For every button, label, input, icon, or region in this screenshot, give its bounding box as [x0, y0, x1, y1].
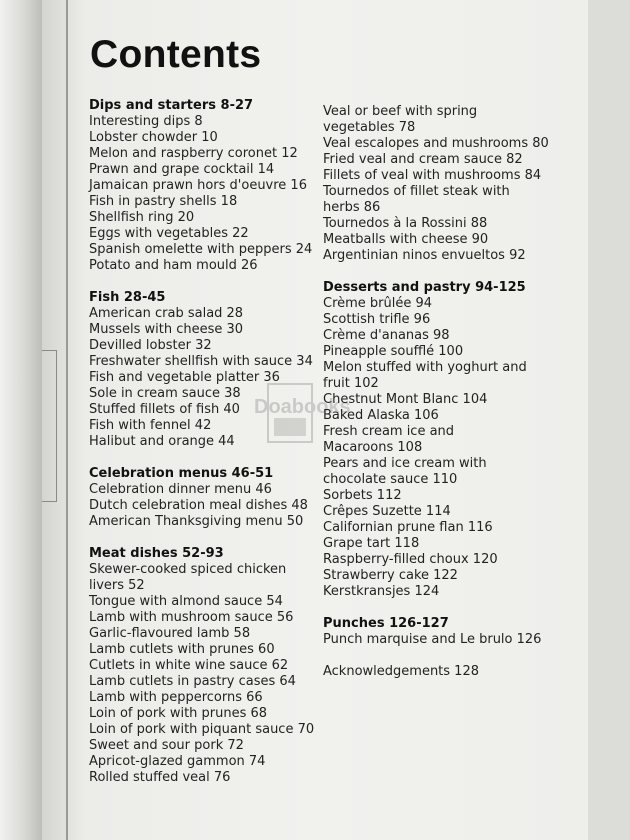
contents-entry: Melon stuffed with yoghurt and	[323, 360, 527, 375]
contents-entry: Devilled lobster 32	[89, 338, 212, 353]
left-column	[89, 98, 329, 786]
contents-section	[323, 104, 578, 264]
contents-entry: Tournedos of fillet steak with	[323, 184, 510, 199]
contents-section	[89, 546, 329, 786]
contents-entry: fruit 102	[323, 376, 379, 391]
section-heading: Fish 28-45	[89, 290, 166, 305]
contents-entry: vegetables 78	[323, 120, 416, 135]
contents-entry: Fillets of veal with mushrooms 84	[323, 168, 542, 183]
contents-entry: Grape tart 118	[323, 536, 420, 551]
watermark-text: Doabooks	[254, 396, 351, 418]
contents-entry: Scottish trifle 96	[323, 312, 431, 327]
contents-entry: Lamb with mushroom sauce 56	[89, 610, 294, 625]
contents-entry: Loin of pork with piquant sauce 70	[89, 722, 315, 737]
contents-entry: Pineapple soufflé 100	[323, 344, 464, 359]
section-gap	[89, 530, 329, 546]
contents-section	[89, 98, 329, 274]
section-heading: Celebration menus 46-51	[89, 466, 274, 481]
section-gap	[89, 450, 329, 466]
contents-entry: Veal or beef with spring	[323, 104, 478, 119]
section-gap	[323, 600, 578, 616]
page-title: Contents	[90, 33, 262, 76]
contents-entry: American crab salad 28	[89, 306, 244, 321]
contents-entry: Chestnut Mont Blanc 104	[323, 392, 488, 407]
contents-entry: Fresh cream ice and	[323, 424, 455, 439]
contents-entry: Jamaican prawn hors d'oeuvre 16	[89, 178, 307, 193]
contents-entry: Acknowledgements 128	[323, 664, 479, 679]
contents-entry: Baked Alaska 106	[323, 408, 439, 423]
contents-entry: Crêpes Suzette 114	[323, 504, 451, 519]
section-gap	[323, 648, 578, 664]
contents-entry: Prawn and grape cocktail 14	[89, 162, 275, 177]
contents-entry: Apricot-glazed gammon 74	[89, 754, 266, 769]
contents-entry: Punch marquise and Le brulo 126	[323, 632, 542, 647]
contents-section	[323, 280, 578, 600]
contents-section	[323, 616, 578, 648]
contents-entry: Lamb cutlets with prunes 60	[89, 642, 275, 657]
contents-entry: livers 52	[89, 578, 145, 593]
contents-section	[89, 466, 329, 530]
contents-entry: Crème d'ananas 98	[323, 328, 450, 343]
contents-entry: Spanish omelette with peppers 24	[89, 242, 313, 257]
contents-entry: Eggs with vegetables 22	[89, 226, 249, 241]
contents-entry: Raspberry-filled choux 120	[323, 552, 498, 567]
margin-frame	[42, 350, 57, 502]
contents-entry: Loin of pork with prunes 68	[89, 706, 268, 721]
contents-entry: Skewer-cooked spiced chicken	[89, 562, 287, 577]
contents-entry: Fried veal and cream sauce 82	[323, 152, 523, 167]
contents-entry: Veal escalopes and mushrooms 80	[323, 136, 549, 151]
contents-entry: Shellfish ring 20	[89, 210, 195, 225]
contents-entry: herbs 86	[323, 200, 381, 215]
contents-entry: Garlic-flavoured lamb 58	[89, 626, 251, 641]
contents-entry: Kerstkransjes 124	[323, 584, 440, 599]
right-column	[323, 104, 578, 680]
section-heading: Meat dishes 52-93	[89, 546, 224, 561]
contents-entry: Californian prune flan 116	[323, 520, 493, 535]
contents-entry: Fish with fennel 42	[89, 418, 212, 433]
contents-entry: Macaroons 108	[323, 440, 423, 455]
contents-entry: Pears and ice cream with	[323, 456, 487, 471]
contents-entry: chocolate sauce 110	[323, 472, 458, 487]
section-heading: Punches 126-127	[323, 616, 449, 631]
contents-entry: American Thanksgiving menu 50	[89, 514, 304, 529]
section-heading: Desserts and pastry 94-125	[323, 280, 526, 295]
contents-entry: Cutlets in white wine sauce 62	[89, 658, 289, 673]
gutter-line	[66, 0, 68, 840]
contents-entry: Lobster chowder 10	[89, 130, 218, 145]
contents-entry: Melon and raspberry coronet 12	[89, 146, 298, 161]
contents-entry: Dutch celebration meal dishes 48	[89, 498, 308, 513]
contents-entry: Tournedos à la Rossini 88	[323, 216, 488, 231]
contents-entry: Lamb with peppercorns 66	[89, 690, 263, 705]
contents-entry: Mussels with cheese 30	[89, 322, 244, 337]
contents-entry: Celebration dinner menu 46	[89, 482, 272, 497]
contents-entry: Rolled stuffed veal 76	[89, 770, 231, 785]
contents-entry: Sweet and sour pork 72	[89, 738, 244, 753]
contents-section	[89, 290, 329, 450]
contents-section	[323, 664, 578, 680]
contents-entry: Fish and vegetable platter 36	[89, 370, 280, 385]
contents-entry: Halibut and orange 44	[89, 434, 235, 449]
contents-entry: Strawberry cake 122	[323, 568, 458, 583]
contents-entry: Interesting dips 8	[89, 114, 203, 129]
section-heading: Dips and starters 8-27	[89, 98, 254, 113]
contents-entry: Fish in pastry shells 18	[89, 194, 238, 209]
contents-entry: Freshwater shellfish with sauce 34	[89, 354, 313, 369]
contents-entry: Tongue with almond sauce 54	[89, 594, 283, 609]
contents-entry: Sole in cream sauce 38	[89, 386, 241, 401]
contents-entry: Lamb cutlets in pastry cases 64	[89, 674, 296, 689]
section-gap	[89, 274, 329, 290]
contents-entry: Argentinian ninos envueltos 92	[323, 248, 526, 263]
contents-entry: Potato and ham mould 26	[89, 258, 258, 273]
page-edge	[588, 0, 630, 840]
section-gap	[323, 264, 578, 280]
contents-entry: Crème brûlée 94	[323, 296, 433, 311]
contents-entry: Stuffed fillets of fish 40	[89, 402, 240, 417]
book-spine	[0, 0, 42, 840]
contents-entry: Sorbets 112	[323, 488, 402, 503]
contents-entry: Meatballs with cheese 90	[323, 232, 489, 247]
